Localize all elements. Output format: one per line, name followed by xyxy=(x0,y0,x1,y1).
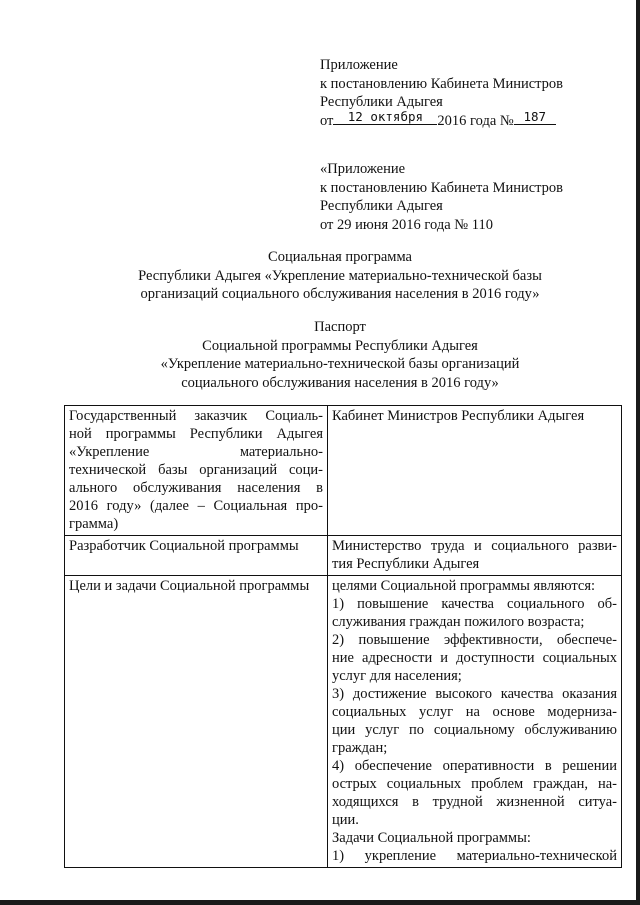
passport-title-line-2: Социальной программы Республики Адыгея xyxy=(202,337,478,354)
row-2-value xyxy=(328,536,622,576)
row-3-value-line: ходящихся в трудной жизненной ситуа- xyxy=(332,794,617,810)
scan-edge-right xyxy=(636,0,640,905)
row-2-value-line: тия Республики Адыгея xyxy=(332,556,480,572)
program-title-line-3: организаций социального обслуживания населения в 2016 году» xyxy=(140,286,540,302)
annex-date-line xyxy=(320,108,620,131)
date-prefix: от xyxy=(320,112,334,129)
row-1-value xyxy=(328,406,622,536)
prev-annex-decree-line: к постановлению Кабинета Министров xyxy=(320,179,564,196)
row-1-label-line: технической базы организаций соци- xyxy=(69,462,323,478)
annex-decree-line: к постановлению Кабинета Министров xyxy=(320,75,564,92)
scan-edge-bottom xyxy=(0,900,640,905)
passport-table xyxy=(64,405,622,868)
prev-annex-date-line: от 29 июня 2016 года № 110 xyxy=(320,216,493,233)
row-1-label-line: «Укрепление материально- xyxy=(69,444,323,460)
program-title-line-2: Республики Адыгея «Укрепление материально-технической базы xyxy=(138,267,542,284)
row-3-value-line: острых социальных проблем граждан, на- xyxy=(332,776,617,792)
row-3-value-line: ции. xyxy=(332,812,359,828)
annex-header-current xyxy=(320,56,620,130)
row-3-value-line: целями Социальной программы являются: xyxy=(332,578,596,594)
row-1-label-line: Государственный заказчик Социаль- xyxy=(69,408,323,424)
row-3-value xyxy=(328,576,622,868)
row-1-label-line: ной программы Республики Адыгея xyxy=(69,426,323,442)
row-3-value-line: 2) повышение эффективности, обеспече- xyxy=(332,632,617,648)
row-3-value-line: граждан; xyxy=(332,740,388,756)
row-3-value-line: 1) укрепление материально-технической xyxy=(332,848,617,864)
table-row xyxy=(65,576,622,868)
row-1-label-line: грамма) xyxy=(69,516,119,532)
prev-annex-republic-line: Республики Адыгея xyxy=(320,198,443,214)
passport-title-line-1: Паспорт xyxy=(314,319,366,335)
row-2-label xyxy=(65,536,328,576)
row-3-value-line: услуг для населения; xyxy=(332,668,462,684)
annex-republic-line: Республики Адыгея xyxy=(320,94,443,110)
passport-title xyxy=(60,318,620,392)
passport-title-line-4: социального обслуживания населения в 2016 году» xyxy=(181,374,499,391)
prev-annex-label: «Приложение xyxy=(320,161,406,177)
annex-header-previous xyxy=(320,160,620,234)
row-3-value-line: 3) достижение высокого качества оказания xyxy=(332,686,617,702)
row-1-label xyxy=(65,406,328,536)
row-1-label-line: ального обслуживания населения в xyxy=(69,480,323,496)
annex-label: Приложение xyxy=(320,57,398,73)
row-3-value-line: ции услуг по социальному обслуживанию xyxy=(332,722,617,738)
row-3-label xyxy=(65,576,328,868)
row-3-label-line: Цели и задачи Социальной программы xyxy=(69,578,310,594)
row-3-value-line: 4) обеспечение оперативности в решении xyxy=(332,758,617,774)
row-1-label-line: 2016 году» (далее – Социальная про- xyxy=(69,498,323,514)
row-3-value-line: социальных услуг на основе модернизa- xyxy=(332,704,617,720)
date-value-field: 12 октября xyxy=(333,110,437,125)
row-1-value-line: Кабинет Министров Республики Адыгея xyxy=(332,408,585,424)
row-3-value-line: 1) повышение качества социального об- xyxy=(332,596,617,612)
program-title xyxy=(60,248,620,304)
decree-number-field: 187 xyxy=(514,110,556,125)
row-2-label-line: Разработчик Социальной программы xyxy=(69,538,299,554)
row-2-value-line: Министерство труда и социального разви- xyxy=(332,538,617,554)
row-3-value-line: ние адресности и доступности социальных xyxy=(332,650,617,666)
table-row xyxy=(65,536,622,576)
passport-title-line-3: «Укрепление материально-технической базы организаций xyxy=(160,356,520,372)
date-suffix: 2016 года № xyxy=(437,112,514,129)
row-3-value-line: служивания граждан пожилого возраста; xyxy=(332,614,585,630)
row-3-value-line: Задачи Социальной программы: xyxy=(332,830,531,846)
program-title-line-1: Социальная программа xyxy=(268,249,412,265)
table-row xyxy=(65,406,622,536)
